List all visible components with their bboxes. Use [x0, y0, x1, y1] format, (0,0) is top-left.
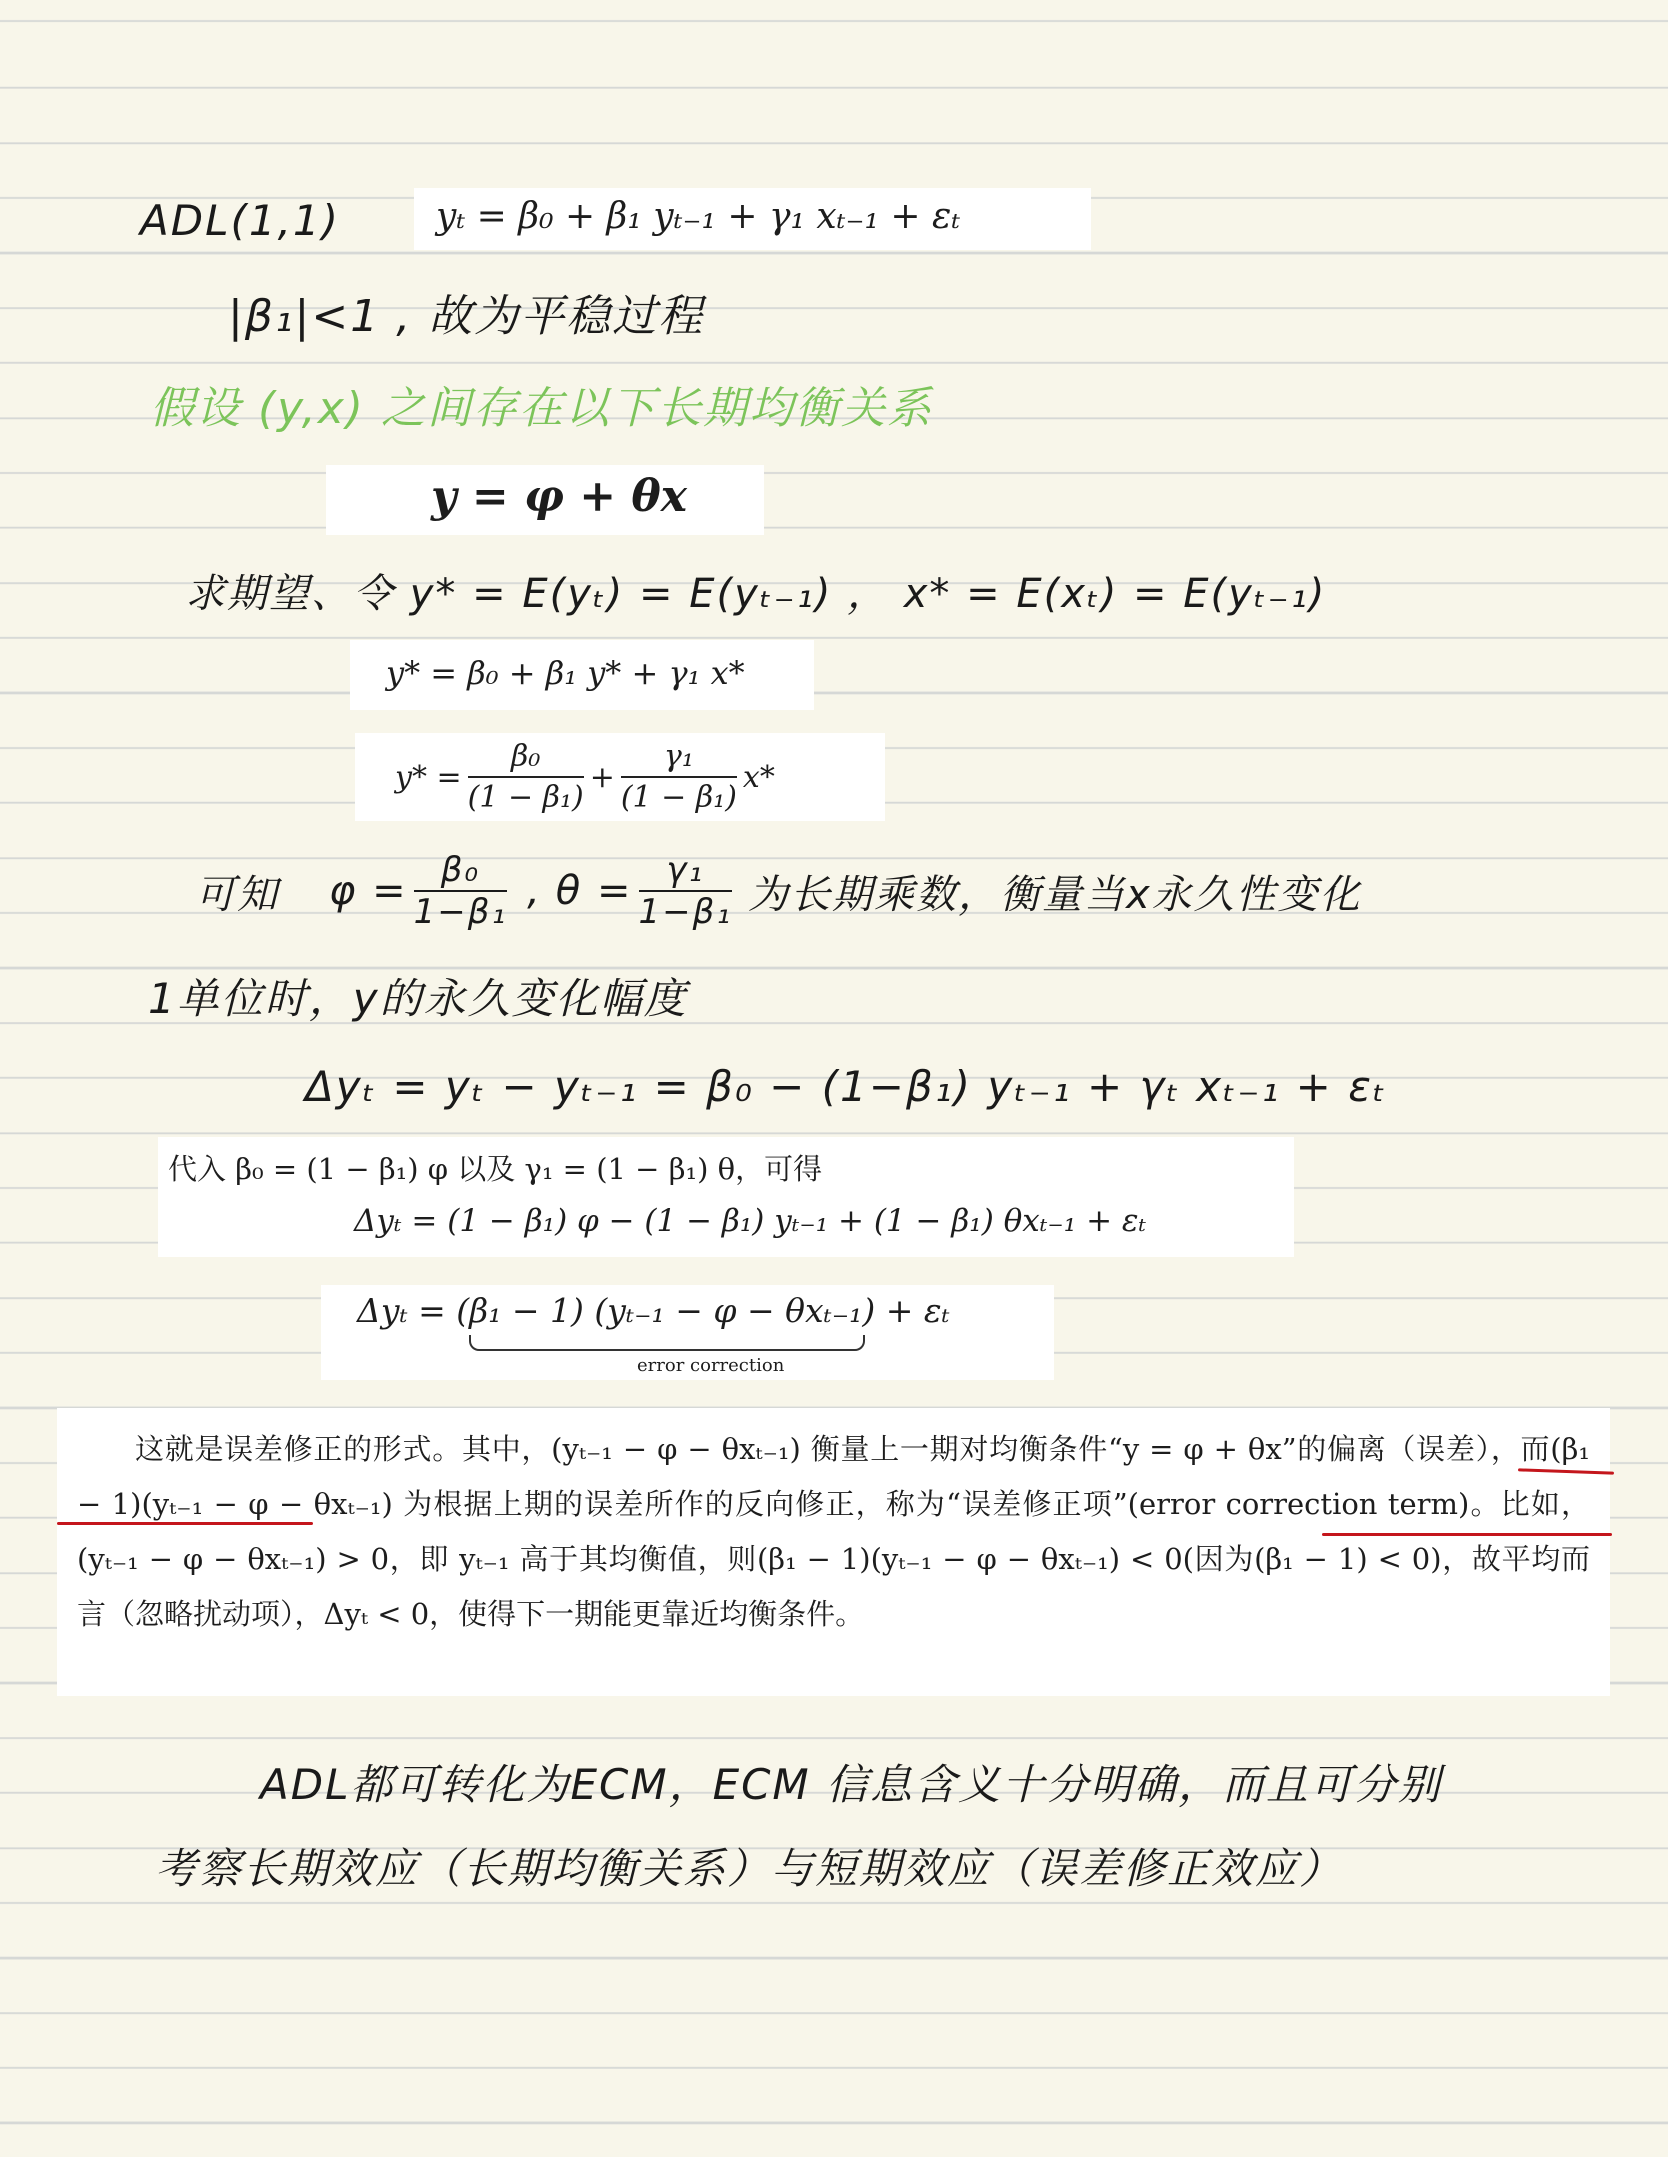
solved-plus: + [589, 759, 615, 795]
expectation-equation-box [350, 640, 814, 710]
fraction-gamma1 [621, 739, 737, 815]
phi-fraction-numerator: β₀ [414, 850, 507, 892]
substitution-intro: 代入 β₀ = (1 − β₁) φ 以及 γ₁ = (1 − β₁) θ，可得 [168, 1152, 823, 1186]
multiplier-note: 可知 φ = $\frac{\text{β₀}}{\text{1−β₁}}$ , θ = $\frac{\text{γ₁}}{\text{1−β₁}}$ 为长期乘数，衡量当x永久性变化 [195, 850, 1362, 932]
expectation-equation: y* = β₀ + β₁ y* + γ₁ x* [386, 654, 745, 692]
ecm-equation: Δyₜ = (β₁ − 1) (yₜ₋₁ − φ − θxₜ₋₁) + εₜ [357, 1291, 950, 1330]
phi-symbol: φ = [329, 868, 408, 914]
theta-fraction-denominator: 1−β₁ [638, 892, 732, 932]
substitution-box [158, 1137, 1294, 1257]
fraction-beta0 [468, 739, 584, 815]
solved-tail: x* [742, 759, 775, 795]
phi-fraction-denominator: 1−β₁ [413, 892, 508, 932]
long-run-equation: y = φ + θx [431, 471, 687, 522]
solved-lhs: y* = [395, 759, 462, 795]
theta-fraction [639, 850, 732, 932]
red-underline-left [57, 1522, 313, 1525]
substitution-equation: Δyₜ = (1 − β₁) φ − (1 − β₁) yₜ₋₁ + (1 − β₁) θxₜ₋₁ + εₜ [354, 1203, 1147, 1239]
conclusion-line-1: ADL都可转化为ECM，ECM 信息含义十分明确，而且可分别 [260, 1760, 1443, 1809]
fraction-gamma1-numerator: γ₁ [621, 739, 737, 778]
long-run-equation-box [326, 465, 764, 535]
known-suffix: 为长期乘数，衡量当x永久性变化 [747, 871, 1362, 918]
adl-equation-box [414, 188, 1091, 250]
solved-equation-box [355, 733, 885, 821]
delta-equation-note: Δyₜ = yₜ − yₜ₋₁ = β₀ − (1−β₁) yₜ₋₁ + γₜ xₜ₋₁ + εₜ [305, 1062, 1388, 1111]
fraction-beta0-numerator: β₀ [468, 739, 584, 778]
fraction-gamma1-denominator: (1 − β₁) [620, 780, 737, 815]
adl-label: ADL(1,1) [140, 196, 341, 245]
paragraph-text: 这就是误差修正的形式。其中，(yₜ₋₁ − φ − θxₜ₋₁) 衡量上一期对均衡条件“y = φ + θx”的偏离（误差），而(β₁ − 1)(yₜ₋₁ − φ − θxₜ₋₁) 为根据上期的误差所作的反向修正，称为“误差修正项”(error correction term)。比如，(yₜ₋₁ − φ − θxₜ₋₁) > 0，即 yₜ₋₁ 高于其均衡值，则(β₁ − 1)(yₜ₋₁ − φ − θxₜ₋₁) < 0(因为(β₁ − 1) < 0)，故平均而言（忽略扰动项），Δyₜ < 0，使得下一期能更靠近均衡条件。 [77, 1432, 1590, 1631]
expectation-note: 求期望、令 y* = E(yₜ) = E(yₜ₋₁) ， x* = E(xₜ) = E(yₜ₋₁) [185, 571, 1327, 617]
ecm-label: error correction [637, 1355, 785, 1376]
assumption-note: 假设 (y,x) 之间存在以下长期均衡关系 [150, 383, 933, 434]
unit-note: 1单位时，y的永久变化幅度 [148, 974, 688, 1023]
error-correction-brace [469, 1335, 865, 1351]
conclusion-line-2: 考察长期效应（长期均衡关系）与短期效应（误差修正效应） [155, 1844, 1344, 1893]
fraction-beta0-denominator: (1 − β₁) [467, 780, 584, 815]
theta-fraction-numerator: γ₁ [639, 850, 732, 892]
red-underline-right [1322, 1533, 1612, 1536]
known-prefix: 可知 [195, 871, 279, 918]
phi-fraction [414, 850, 507, 932]
ecm-equation-box [321, 1285, 1054, 1380]
error-correction-paragraph [57, 1408, 1610, 1696]
adl-equation: yₜ = β₀ + β₁ yₜ₋₁ + γ₁ xₜ₋₁ + εₜ [436, 196, 961, 237]
stationary-note: |β₁|<1 , 故为平稳过程 [228, 291, 705, 342]
theta-symbol: θ = [555, 868, 633, 914]
